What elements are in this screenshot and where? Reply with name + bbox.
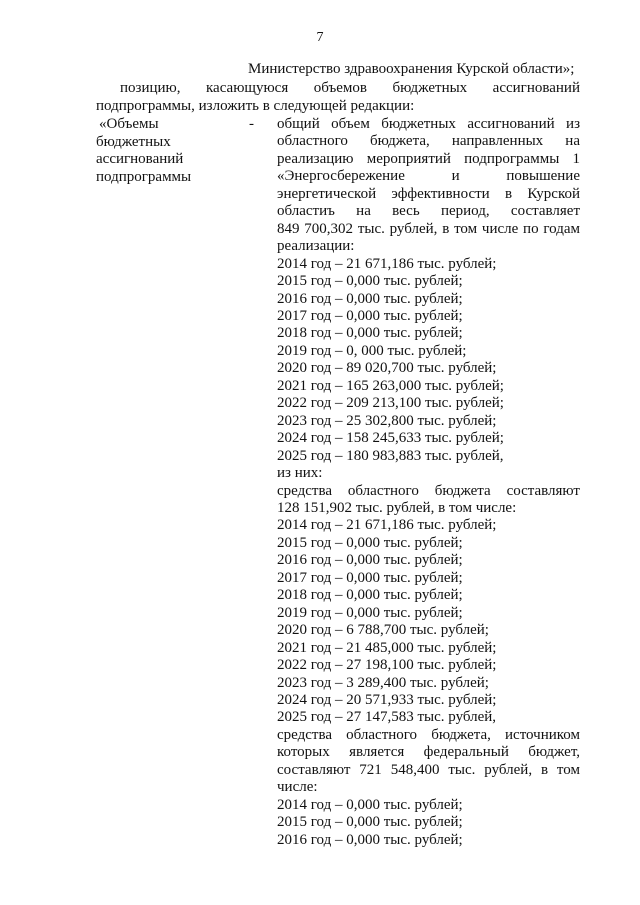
year-row: 2017 год – 0,000 тыс. рублей; xyxy=(277,307,463,324)
year-row: 2025 год – 27 147,583 тыс. рублей, xyxy=(277,709,497,726)
text-line: областиъ на весь период, составляет xyxy=(277,203,580,220)
page-number: 7 xyxy=(316,30,324,45)
of-them-label: из них: xyxy=(277,465,323,482)
year-row: 2014 год – 0,000 тыс. рублей; xyxy=(277,796,463,813)
year-row: 2014 год – 21 671,186 тыс. рублей; xyxy=(277,517,497,534)
text-line: областного бюджета, направленных на xyxy=(277,133,580,150)
year-row: 2021 год – 21 485,000 тыс. рублей; xyxy=(277,639,497,656)
intro-line-2: подпрограммы, изложить в следующей редакции: xyxy=(96,97,415,114)
year-row: 2025 год – 180 983,883 тыс. рублей, xyxy=(277,447,504,464)
year-row: 2015 год – 0,000 тыс. рублей; xyxy=(277,273,463,290)
label-line: подпрограммы xyxy=(96,168,192,185)
year-row: 2017 год – 0,000 тыс. рублей; xyxy=(277,569,463,586)
header-line: Министерство здравоохранения Курской области»; xyxy=(248,61,575,77)
year-row: 2024 год – 158 245,633 тыс. рублей; xyxy=(277,430,504,447)
text-line: реализации: xyxy=(277,238,355,255)
text-line: общий объем бюджетных ассигнований из xyxy=(277,116,580,132)
text-line: числе: xyxy=(277,779,318,796)
year-row: 2023 год – 3 289,400 тыс. рублей; xyxy=(277,674,489,691)
year-row: 2019 год – 0,000 тыс. рублей; xyxy=(277,604,463,621)
text-line: реализацию мероприятий подпрограммы 1 xyxy=(277,150,580,167)
year-row: 2019 год – 0, 000 тыс. рублей; xyxy=(277,342,467,359)
total-by-year-list xyxy=(277,256,580,465)
regional-funding-paragraph xyxy=(277,483,580,518)
year-row: 2022 год – 209 213,100 тыс. рублей; xyxy=(277,395,504,412)
year-row: 2015 год – 0,000 тыс. рублей; xyxy=(277,814,463,831)
passport-field-value xyxy=(277,116,580,849)
text-line: 128 151,902 тыс. рублей, в том числе: xyxy=(277,499,517,516)
label-line: «Объемы xyxy=(99,116,159,132)
year-row: 2021 год – 165 263,000 тыс. рублей; xyxy=(277,377,504,394)
year-row: 2016 год – 0,000 тыс. рублей; xyxy=(277,831,463,848)
total-funding-paragraph xyxy=(277,116,580,256)
federal-funding-paragraph xyxy=(277,727,580,797)
year-row: 2016 год – 0,000 тыс. рублей; xyxy=(277,552,463,569)
year-row: 2020 год – 89 020,700 тыс. рублей; xyxy=(277,360,497,377)
text-line: средства областного бюджета составляют xyxy=(277,482,580,499)
label-line: бюджетных xyxy=(96,133,171,150)
separator-dash: - xyxy=(249,116,254,132)
passport-field-label xyxy=(96,116,246,186)
intro-line-1: позицию, касающуюся объемов бюджетных ассигнований xyxy=(120,80,580,96)
text-line: составляют 721 548,400 тыс. рублей, в том xyxy=(277,761,580,778)
year-row: 2024 год – 20 571,933 тыс. рублей; xyxy=(277,691,497,708)
text-line: 849 700,302 тыс. рублей, в том числе по годам xyxy=(277,220,580,237)
year-row: 2015 год – 0,000 тыс. рублей; xyxy=(277,534,463,551)
year-row: 2023 год – 25 302,800 тыс. рублей; xyxy=(277,412,497,429)
year-row: 2020 год – 6 788,700 тыс. рублей; xyxy=(277,622,489,639)
year-row: 2018 год – 0,000 тыс. рублей; xyxy=(277,587,463,604)
regional-by-year-list xyxy=(277,517,580,726)
year-row: 2022 год – 27 198,100 тыс. рублей; xyxy=(277,657,497,674)
text-line: средства областного бюджета, источником xyxy=(277,726,580,743)
text-line: энергетической эффективности в Курской xyxy=(277,185,580,202)
label-line: ассигнований xyxy=(96,151,184,167)
intro-paragraph xyxy=(96,80,580,115)
year-row: 2014 год – 21 671,186 тыс. рублей; xyxy=(277,255,497,272)
year-row: 2018 год – 0,000 тыс. рублей; xyxy=(277,325,463,342)
federal-by-year-list xyxy=(277,797,580,849)
year-row: 2016 год – 0,000 тыс. рублей; xyxy=(277,290,463,307)
text-line: «Энергосбережение и повышение xyxy=(277,168,580,185)
text-line: которых является федеральный бюджет, xyxy=(277,744,580,761)
